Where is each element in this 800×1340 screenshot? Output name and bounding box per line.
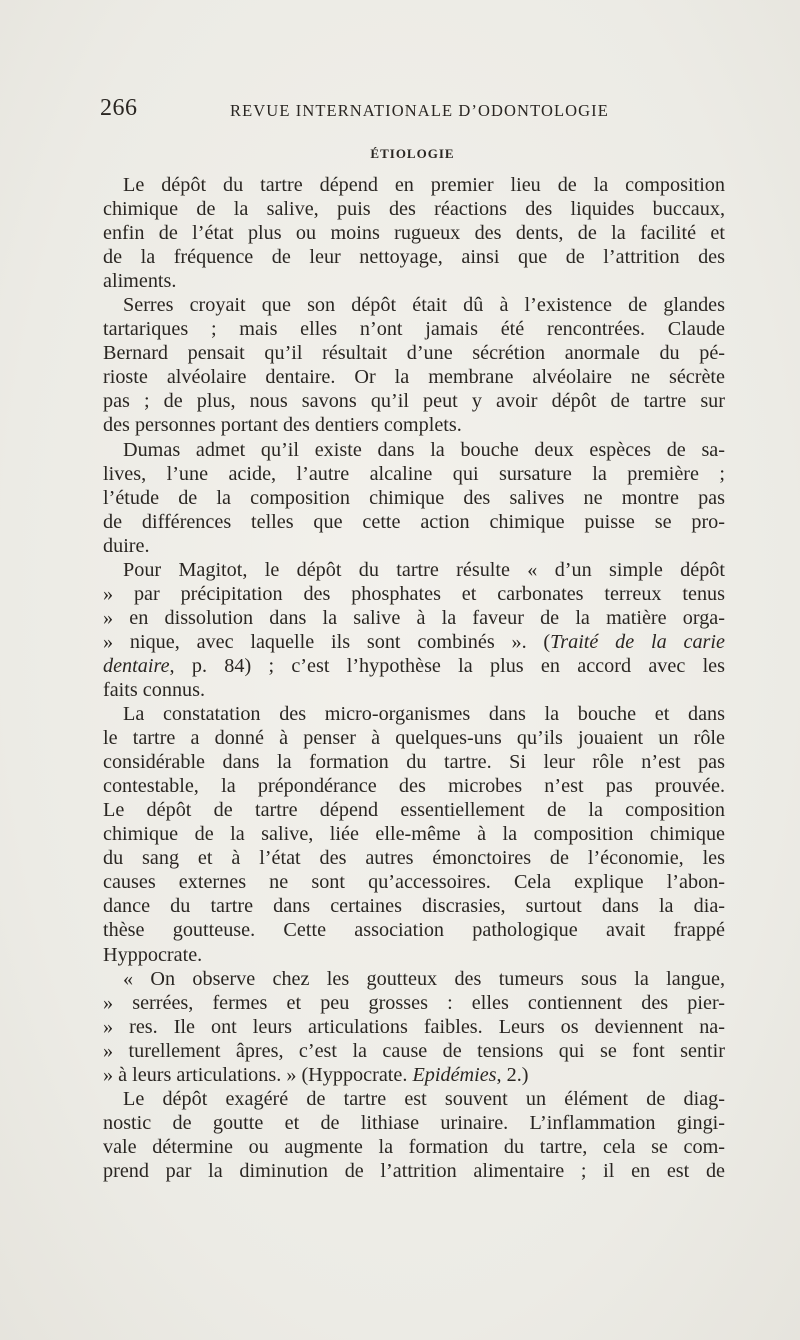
text-fragment: , 2.) <box>496 1063 529 1086</box>
text-line: Le dépôt du tartre dépend en premier lieu de la composition <box>123 174 725 196</box>
text-line: aliments. <box>103 270 177 293</box>
text-line-with-citation <box>103 1063 725 1087</box>
running-head <box>100 95 725 125</box>
text-line: « On observe chez les goutteux des tumeurs sous la langue, <box>123 967 725 990</box>
text-line: Serres croyait que son dépôt était dû à l’existence de glandes <box>123 294 725 317</box>
text-line: considérable dans la formation du tartre. Si leur rôle n’est pas <box>103 751 725 774</box>
text-line-with-citation <box>103 630 725 654</box>
text-line: rioste alvéolaire dentaire. Or la membrane alvéolaire ne sécrète <box>103 366 725 389</box>
section-title: ÉTIOLOGIE <box>370 146 455 161</box>
page-number: 266 <box>100 95 138 121</box>
text-line: thèse goutteuse. Cette association pathologique avait frappé <box>103 919 725 942</box>
text-fragment: » à leurs articulations. » (Hyppocrate. <box>103 1063 413 1086</box>
text-fragment: , p. 84) ; c’est l’hypothèse la plus en accord avec les <box>169 654 725 677</box>
text-line: faits connus. <box>103 678 206 701</box>
text-line: enfin de l’état plus ou moins rugueux des dents, de la facilité et <box>103 222 725 245</box>
text-line: l’étude de la composition chimique des salives ne montre pas <box>103 486 725 509</box>
text-line: causes externes ne sont qu’accessoires. Cela explique l’abon- <box>103 871 725 894</box>
text-line: pas ; de plus, nous savons qu’il peut y avoir dépôt de tartre sur <box>103 390 725 413</box>
text-line: Dumas admet qu’il existe dans la bouche deux espèces de sa- <box>123 438 725 461</box>
text-line: » en dissolution dans la salive à la faveur de la matière orga- <box>103 606 725 629</box>
text-line: dance du tartre dans certaines discrasies, surtout dans la dia- <box>103 895 725 918</box>
text-line: chimique de la salive, puis des réactions des liquides buccaux, <box>103 198 725 221</box>
text-line: Bernard pensait qu’il résultait d’une sécrétion anormale du pé- <box>103 342 725 365</box>
text-line: » res. Ile ont leurs articulations faibles. Leurs os deviennent na- <box>103 1015 725 1038</box>
text-line: Le dépôt de tartre dépend essentiellement de la composition <box>103 799 725 822</box>
text-line: tartariques ; mais elles n’ont jamais été rencontrées. Claude <box>103 318 725 341</box>
text-line: La constatation des micro-organismes dans la bouche et dans <box>123 703 725 726</box>
text-line: Pour Magitot, le dépôt du tartre résulte « d’un simple dépôt <box>123 558 725 581</box>
citation-title-italic: Epidémies <box>412 1063 497 1086</box>
citation-title-italic: Traité de la carie <box>550 630 725 653</box>
text-line: le tartre a donné à penser à quelques-uns qu’ils jouaient un rôle <box>103 727 725 750</box>
text-line: des personnes portant des dentiers complets. <box>103 414 462 437</box>
text-line: chimique de la salive, liée elle-même à la composition chimique <box>103 823 725 846</box>
text-line: nostic de goutte et de lithiase urinaire. L’inflammation gingi- <box>103 1111 725 1134</box>
text-line: contestable, la prépondérance des microbes n’est pas prouvée. <box>103 775 725 798</box>
text-line-with-citation <box>103 654 725 678</box>
journal-title: REVUE INTERNATIONALE D’ODONTOLOGIE <box>230 101 609 120</box>
text-line: » serrées, fermes et peu grosses : elles contiennent des pier- <box>103 991 725 1014</box>
text-line: Le dépôt exagéré de tartre est souvent un élément de diag- <box>123 1087 725 1110</box>
text-line: lives, l’une acide, l’autre alcaline qui sursature la première ; <box>103 462 725 485</box>
text-line: duire. <box>103 534 150 557</box>
citation-title-italic: dentaire <box>103 654 170 677</box>
text-line: » par précipitation des phosphates et carbonates terreux tenus <box>103 582 725 605</box>
body-text <box>103 173 725 1183</box>
text-line: prend par la diminution de l’attrition alimentaire ; il en est de <box>103 1159 725 1182</box>
text-line: » turellement âpres, c’est la cause de tensions qui se font sentir <box>103 1039 725 1062</box>
text-line: vale détermine ou augmente la formation du tartre, cela se com- <box>103 1135 725 1158</box>
text-fragment: » nique, avec laquelle ils sont combinés ». ( <box>103 630 551 653</box>
text-line: de différences telles que cette action chimique puisse se pro- <box>103 510 725 533</box>
text-line: Hyppocrate. <box>103 943 203 966</box>
text-line: de la fréquence de leur nettoyage, ainsi que de l’attrition des <box>103 246 725 269</box>
text-line: du sang et à l’état des autres émonctoires de l’économie, les <box>103 847 725 870</box>
